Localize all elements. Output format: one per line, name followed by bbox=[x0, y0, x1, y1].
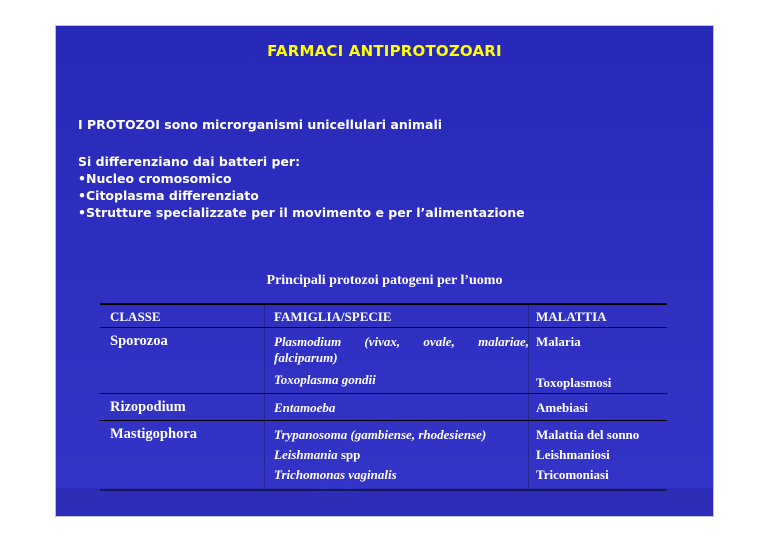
row-disease: Toxoplasmosi bbox=[536, 375, 612, 390]
table-top-rule bbox=[100, 303, 667, 305]
row-classe: Rizopodium bbox=[110, 399, 186, 415]
row-species: Trichomonas vaginalis bbox=[274, 467, 397, 482]
row-classe: Mastigophora bbox=[110, 426, 197, 442]
row-disease: Malattia del sonno bbox=[536, 427, 640, 442]
table-row-rule bbox=[100, 420, 667, 421]
row-disease: Leishmaniosi bbox=[536, 447, 610, 462]
table-row-rule bbox=[100, 393, 667, 394]
header-malattia: MALATTIA bbox=[536, 309, 607, 324]
row-species bbox=[274, 446, 529, 463]
column-separator bbox=[264, 305, 265, 489]
slide-title: FARMACI ANTIPROTOZOARI bbox=[267, 42, 502, 60]
species-suffix: spp bbox=[337, 447, 361, 462]
differences-heading: Si differenziano dai batteri per: bbox=[78, 154, 301, 169]
row-species: Entamoeba bbox=[274, 400, 336, 415]
species-name: Leishmania bbox=[274, 447, 338, 462]
row-species: Toxoplasma gondii bbox=[274, 372, 376, 387]
footer-bar bbox=[56, 488, 713, 516]
row-species: Plasmodium (vivax, ovale, malariae, bbox=[274, 334, 529, 349]
table-caption: Principali protozoi patogeni per l’uomo bbox=[266, 273, 503, 288]
header-famiglia-specie: FAMIGLIA/SPECIE bbox=[274, 309, 392, 324]
row-species: Trypanosoma (gambiense, rhodesiense) bbox=[274, 427, 487, 442]
difference-item: •Nucleo cromosomico bbox=[78, 171, 232, 186]
difference-item: •Strutture specializzate per il movimento e per l’alimentazione bbox=[78, 205, 525, 220]
table-header-rule bbox=[100, 327, 667, 328]
row-disease: Malaria bbox=[536, 334, 581, 349]
differences-block bbox=[78, 153, 525, 221]
header-classe: CLASSE bbox=[110, 309, 161, 324]
difference-item: •Citoplasma differenziato bbox=[78, 188, 259, 203]
row-disease: Amebiasi bbox=[536, 400, 588, 415]
row-species: falciparum) bbox=[274, 350, 338, 365]
footer-text: 2011-12 bbox=[318, 480, 355, 492]
row-disease: Tricomoniasi bbox=[536, 467, 609, 482]
slide bbox=[56, 26, 713, 516]
row-classe: Sporozoa bbox=[110, 333, 168, 349]
intro-text: I PROTOZOI sono microrganismi unicellulari animali bbox=[78, 117, 443, 132]
